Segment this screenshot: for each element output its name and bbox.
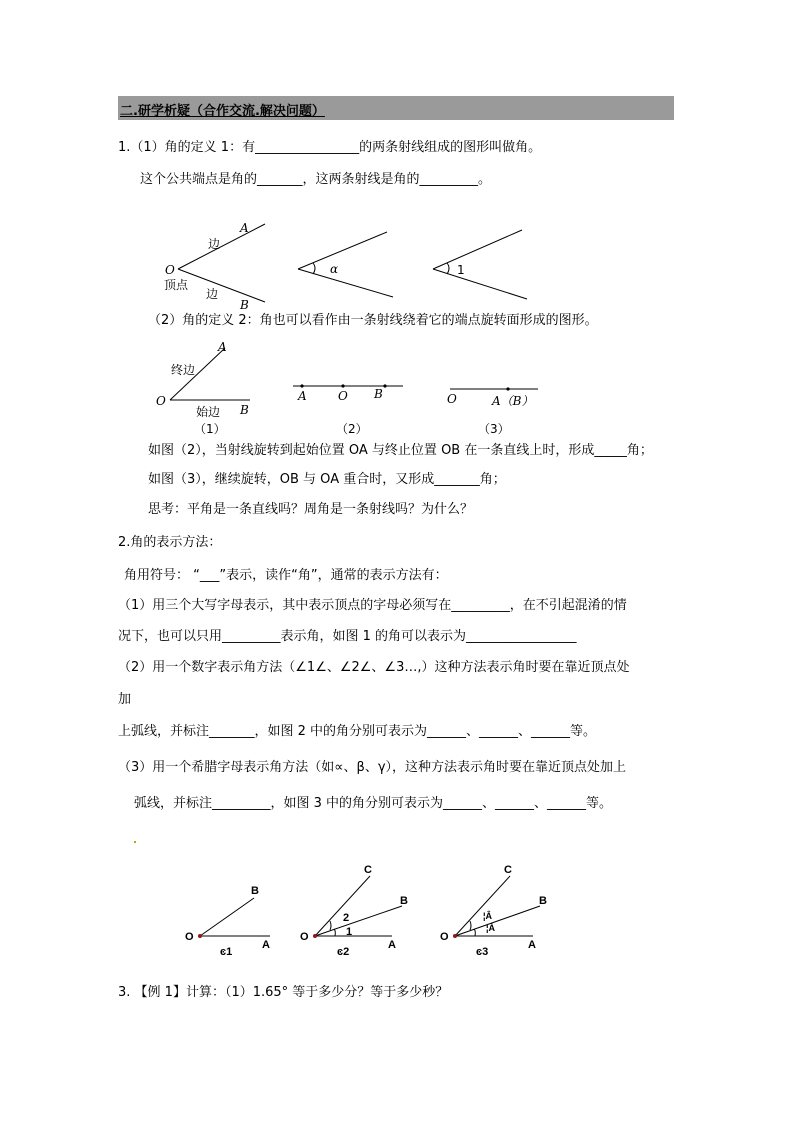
n2-num1: 1: [346, 926, 353, 938]
fig2-caption: （2）: [336, 422, 368, 436]
angle-symbol-line: 角用符号： “___”表示，读作“角”，通常的表示方法有：: [124, 568, 448, 583]
n2-num2: 2: [343, 912, 350, 924]
definition-1: 1.（1）角的定义 1：有________________的两条射线组成的图形叫做角。: [118, 140, 542, 155]
n3-a: A: [528, 939, 536, 951]
notation-fig-1: [185, 885, 270, 958]
angle-diagram-vertex: [164, 221, 265, 312]
n2-b: B: [400, 895, 408, 907]
notation-fig-2: [300, 864, 408, 958]
fig3-ab: A（B）: [492, 394, 534, 408]
fig1-terminal: 终边: [171, 363, 196, 377]
figure-angle-notation: [180, 858, 560, 962]
n3-beta: ¦Â: [483, 911, 493, 921]
fig3-caption: （3）: [478, 422, 510, 436]
method-1-line-1: （1）用三个大写字母表示，其中表示顶点的字母必须写在_________，在不引起混淆的情: [118, 598, 627, 613]
n3-c: C: [504, 864, 512, 876]
label-a: A: [240, 221, 249, 235]
definition-2: （2）角的定义 2：角也可以看作由一条射线绕着它的端点旋转面形成的图形。: [148, 313, 598, 328]
fig2-o: O: [338, 389, 348, 403]
n3-alpha: ¦Á: [486, 923, 496, 933]
n2-c: C: [364, 864, 372, 876]
section-header-title: 二.研学析疑（合作交流.解决问题）: [120, 104, 325, 119]
section-header: [118, 96, 674, 120]
n3-b: B: [539, 895, 547, 907]
n1-a: A: [262, 939, 270, 951]
n1-caption: ͼ1: [220, 946, 233, 958]
label-side-bottom: 边: [206, 287, 219, 301]
n3-caption: ͼ3: [476, 946, 489, 958]
figure-rotation: [150, 338, 550, 438]
fig1-initial: 始边: [196, 405, 221, 419]
fig1-a: A: [218, 340, 227, 354]
method-2-line-2: 加: [118, 692, 132, 707]
angle-diagram-one: [433, 230, 527, 299]
fig3-o: O: [447, 392, 457, 406]
example-1: 3. 【例 1】计算：（1）1.65° 等于多少分？等于多少秒？: [118, 985, 449, 1000]
vertex-sides-line: 这个公共端点是角的_______，这两条射线是角的_________。: [140, 172, 492, 187]
rotation-fig-2: [293, 384, 403, 436]
notation-fig-3: [440, 864, 547, 958]
fig2-a: A: [298, 389, 307, 403]
n1-b: B: [251, 885, 259, 897]
fig2-b: B: [374, 387, 383, 401]
n2-caption: ͼ2: [337, 946, 350, 958]
method-3-line-1: （3）用一个希腊字母表示角方法（如∝、β、γ），这种方法表示角时要在靠近顶点处加上: [118, 760, 627, 775]
n3-o: O: [440, 931, 449, 943]
fig1-caption: （1）: [194, 422, 226, 436]
label-alpha: α: [330, 262, 339, 276]
label-one: 1: [457, 263, 465, 277]
method-1-line-2: 况下，也可以只用_________表示角，如图 1 的角可以表示为_________________: [118, 629, 577, 644]
angle-diagram-alpha: [298, 232, 393, 297]
straight-angle-line: 如图（2），当射线旋转到起始位置 OA 与终止位置 OB 在一条直线上时，形成_____角；: [148, 443, 653, 458]
label-o: O: [165, 263, 175, 277]
n1-o: O: [185, 931, 194, 943]
rotation-fig-3: [447, 387, 538, 436]
stray-dot: [134, 841, 136, 843]
method-2-line-3: 上弧线，并标注_______，如图 2 中的角分别可表示为______、______、______等。: [118, 724, 597, 739]
label-side-top: 边: [208, 237, 221, 251]
n2-o: O: [300, 931, 309, 943]
method-3-line-2: 弧线，并标注_________，如图 3 中的角分别可表示为______、______、______等。: [134, 796, 613, 811]
fig1-b: B: [240, 403, 249, 417]
label-b: B: [240, 298, 249, 312]
fig1-o: O: [156, 394, 166, 408]
section-2-title: 2.角的表示方法：: [118, 535, 222, 550]
method-2-line-1: （2）用一个数字表示角方法（∠1∠、∠2∠、∠3…,）这种方法表示角时要在靠近顶点处: [118, 660, 630, 675]
rotation-fig-1: [156, 340, 250, 436]
think-question: 思考：平角是一条直线吗？周角是一条射线吗？为什么？: [148, 502, 474, 517]
figure-angle-parts: [150, 212, 560, 312]
n2-a: A: [388, 939, 396, 951]
round-angle-line: 如图（3），继续旋转，OB 与 OA 重合时，又形成_______角；: [148, 472, 506, 487]
label-vertex: 顶点: [164, 278, 189, 292]
